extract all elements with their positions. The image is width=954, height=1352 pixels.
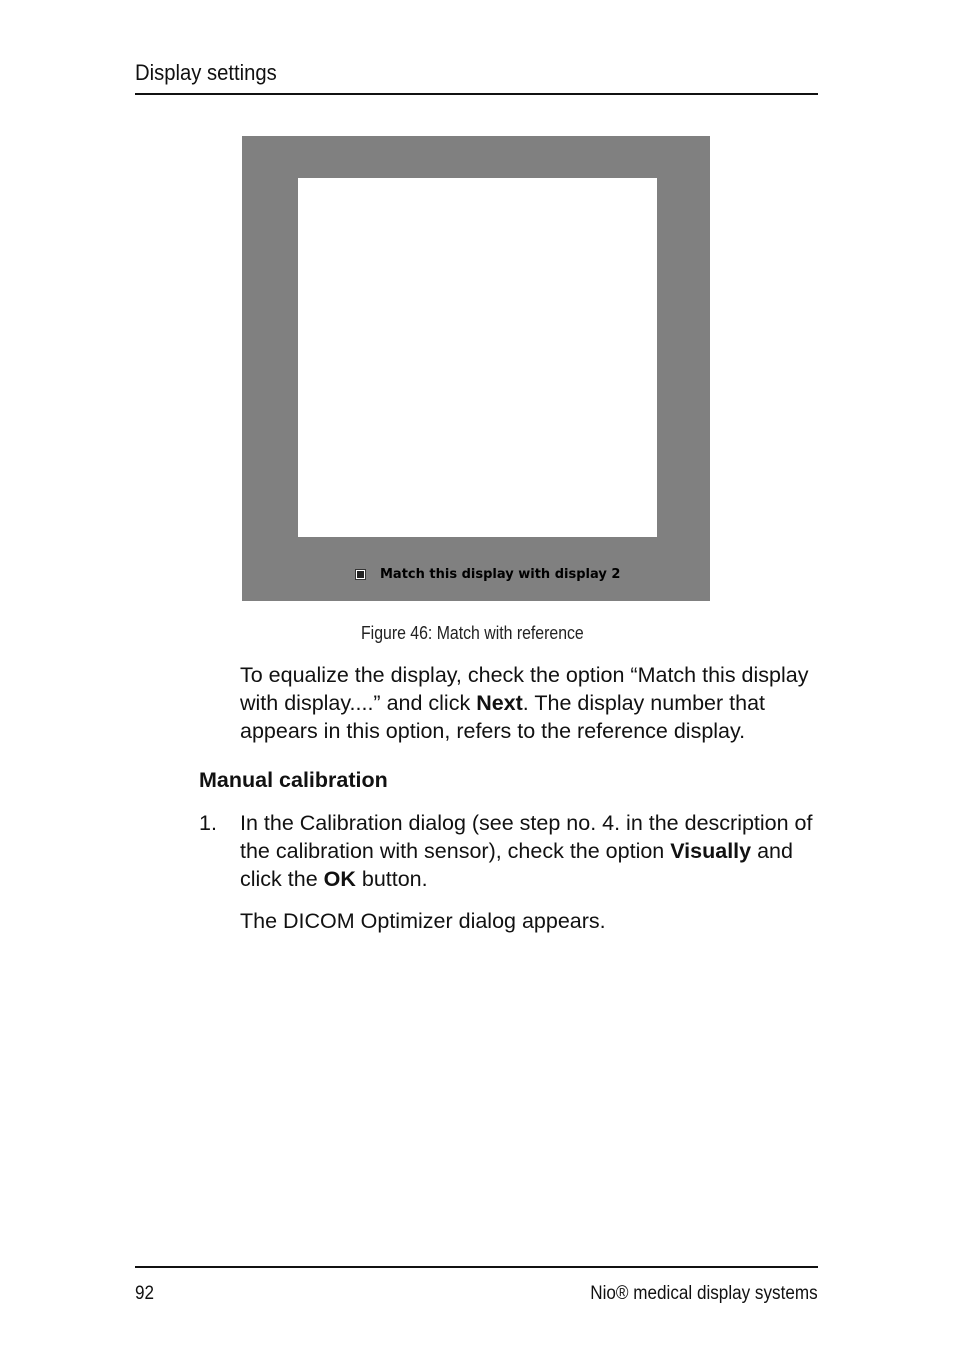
footer-rule <box>135 1266 818 1268</box>
step1-text-c: button. <box>355 867 428 891</box>
figure-screenshot <box>242 136 710 601</box>
paragraph-equalize <box>240 661 820 745</box>
step-1-text <box>240 809 820 893</box>
page-number: 92 <box>135 1283 155 1304</box>
reference-white-square <box>298 178 657 537</box>
step1-text-a: In the Calibration dialog (see step no. 4. in the description of the calibration with sensor), check the option <box>240 811 813 863</box>
section-heading: Manual calibration <box>199 768 388 792</box>
match-display-label: Match this display with display 2 <box>380 567 621 582</box>
p1-bold-next: Next <box>476 691 523 715</box>
step-number: 1. <box>199 811 217 835</box>
match-display-option[interactable] <box>355 567 620 582</box>
step-1-result: The DICOM Optimizer dialog appears. <box>240 909 606 933</box>
p1-text-b: . The display number that appears in this option, refers to the reference display. <box>240 691 766 743</box>
step1-text-b: and click the <box>240 839 793 891</box>
step1-bold-ok: OK <box>323 867 356 891</box>
footer-title: Nio® medical display systems <box>590 1283 818 1304</box>
match-display-checkbox[interactable] <box>355 569 366 580</box>
header-rule <box>135 93 818 95</box>
step1-bold-visually: Visually <box>670 839 752 863</box>
p1-text-a: To equalize the display, check the option “Match this display with display....” and click <box>240 663 809 715</box>
figure-caption: Figure 46: Match with reference <box>361 623 584 643</box>
running-header: Display settings <box>135 60 277 85</box>
